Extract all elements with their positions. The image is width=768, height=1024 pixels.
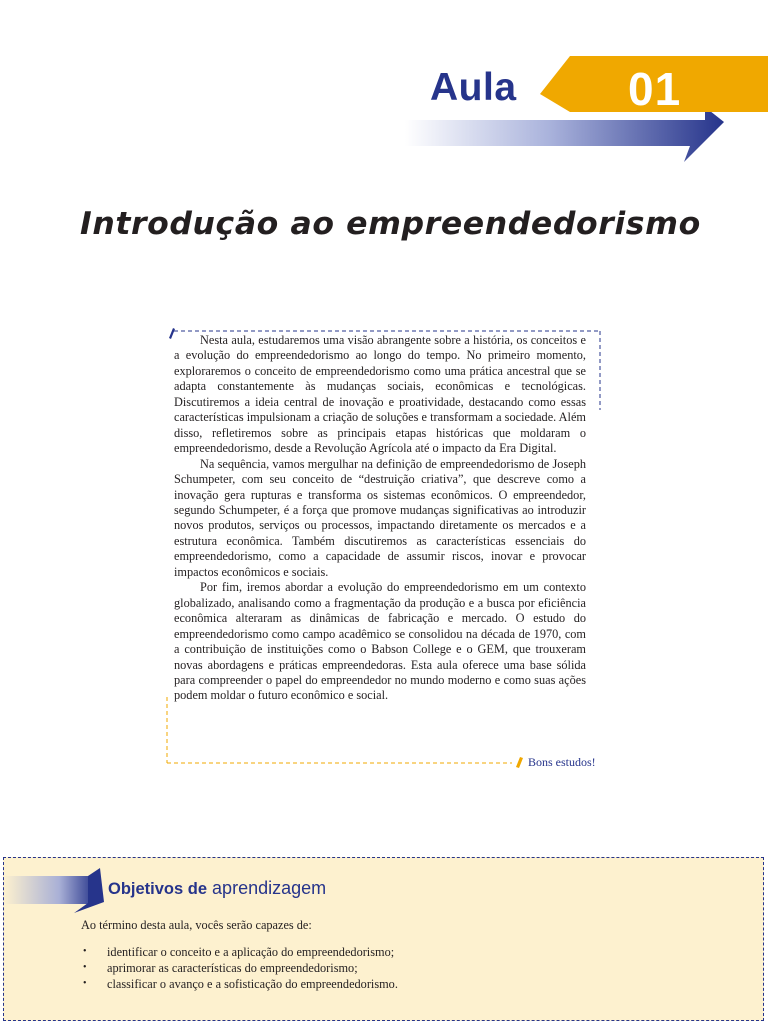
list-item-text: aprimorar as características do empreendedorismo; (107, 961, 358, 975)
list-item (81, 944, 398, 960)
lesson-number: 01 (628, 63, 682, 115)
bullet-icon: • (83, 978, 87, 989)
objectives-intro: Ao término desta aula, vocês serão capazes de: (81, 918, 312, 932)
bullet-icon: • (83, 946, 87, 957)
list-item-text: classificar o avanço e a sofisticação do empreendedorismo. (107, 977, 398, 991)
lesson-label: Aula (430, 66, 517, 109)
objectives-list (81, 944, 398, 992)
list-item-text: identificar o conceito e a aplicação do empreendedorismo; (107, 945, 395, 959)
list-item (81, 976, 398, 992)
intro-paragraph: Na sequência, vamos mergulhar na definição de empreendedorismo de Joseph Schumpeter, com seu conceito de “destruição criativa”, que descreve como a inovação gera rupturas e transforma os sistemas econômicos. O empreendedor, segundo Schumpeter, é a força que promove mudanças significativas ao introduzir novos produtos, serviços ou processos, impactando diretamente os mercados e a estrutura econômica. Também discutiremos as características essenciais do empreendedorismo, como a capacidade de assumir riscos, inovar e provocar impactos econômicos e sociais. (174, 456, 586, 579)
objectives-title-bold: Objetivos de (108, 880, 208, 898)
page-title: Introdução ao empreendedorismo (80, 206, 701, 242)
objectives-title (108, 878, 326, 899)
pen-icon-bottom (516, 757, 523, 768)
intro-text (174, 333, 586, 704)
intro-paragraph: Por fim, iremos abordar a evolução do empreendedorismo em um contexto globalizado, analisando como a fragmentação da produção e a busca por eficiência econômica alteraram as dinâmicas de fabricação e mercado. O estudo do empreendedorismo como campo acadêmico se consolidou na década de 1970, com a contribuição de instituições como o Babson College e o GEM, que trouxeram novas abordagens e práticas empreendedoras. Esta aula oferece uma base sólida para compreender o papel do empreendedor no mundo moderno e como suas ações podem moldar o futuro econômico e social. (174, 580, 586, 703)
bullet-icon: • (83, 962, 87, 973)
objectives-title-light: aprendizagem (212, 878, 327, 898)
signoff-text: Bons estudos! (528, 755, 596, 769)
list-item (81, 960, 398, 976)
intro-paragraph: Nesta aula, estudaremos uma visão abrangente sobre a história, os conceitos e a evolução do empreendedorismo ao longo do tempo. No primeiro momento, exploraremos o conceito de empreendedorismo como uma prática ancestral que se adapta constantemente às mudanças sociais, econômicas e tecnológicas. Discutiremos a ideia central de inovação e proatividade, destacando como essas características impulsionam a criação de soluções e transformam a sociedade. Além disso, refletiremos sobre as principais etapas históricas que moldaram o empreendedorismo, desde a Revolução Agrícola até o impacto da Era Digital. (174, 333, 586, 456)
